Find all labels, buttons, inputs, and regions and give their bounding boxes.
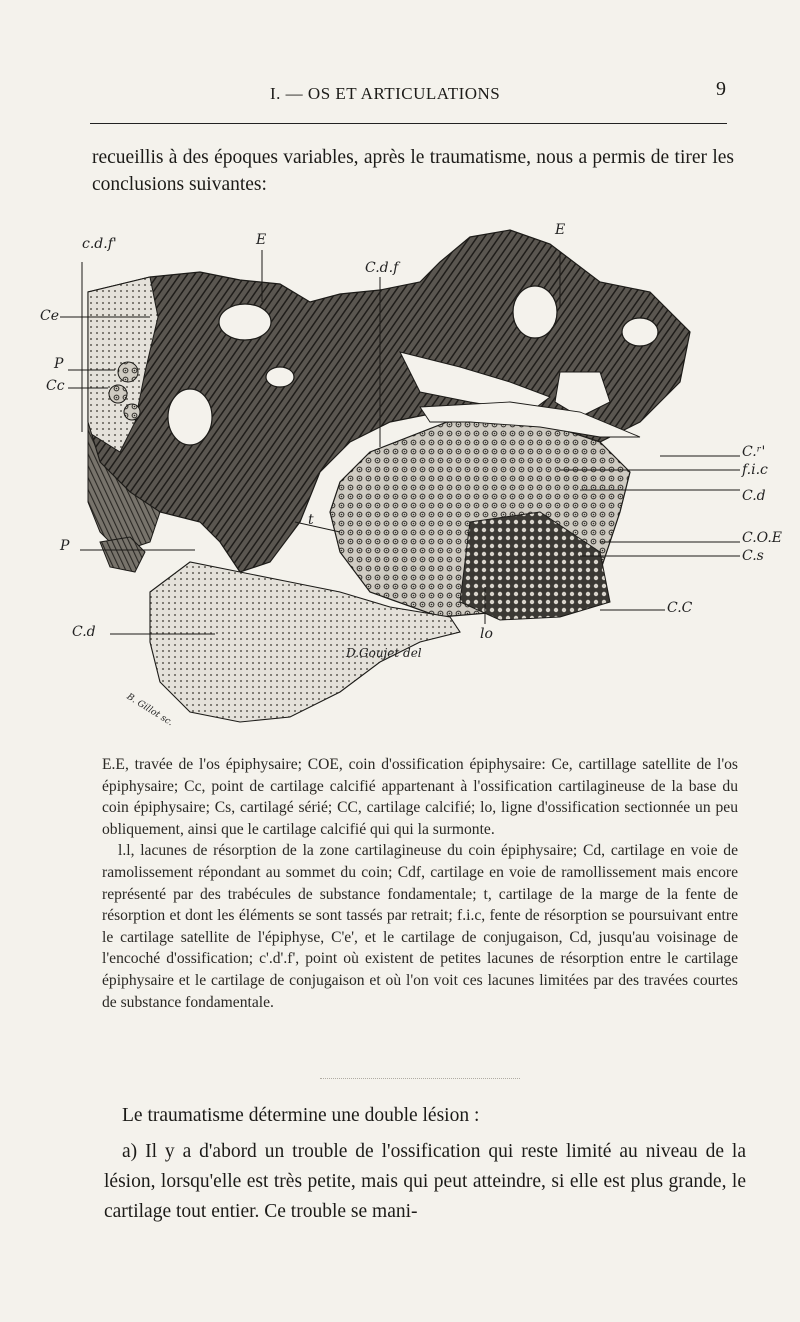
body-paragraph-2: a) Il y a d'abord un trouble de l'ossification qui reste limité au niveau de la lésion, lorsqu'elle est très petite, mais qui peut atteindre, si elle est plus grande, le cartilage tout entier. Ce trouble se mani- [104,1141,746,1222]
label-cdf: C.d.f [365,260,399,276]
calcified-nodule [109,385,127,403]
label-ce: Ce [40,308,59,324]
caption-paragraph-2: l.l, lacunes de résorption de la zone cartilagineuse du coin épiphysaire; Cd, cartilage en voie de ramolissement répondant au sommet du coin; Cdf, cartilage en voie de ramollissement mais encore représenté par des trabécules de substance fondamentale; t, cartilage de la marge de la fente de résorption et dont les éléments se sont tassés par retrait; f.i.c, fente de résorption se poursuivant entre le cartilage satellite de l'épiphyse, C'e', et le cartilage de conjugaison, Cd, jusqu'au voisinage de l'encoché d'ossification; c'.d'.f', point où existent de petites lacunes de résorption entre le cartilage épiphysaire et le cartilage de conjugaison et où l'on voit ces lacunes limitées par des travées courtes de substance fondamentale. [102,842,738,1011]
label-cs: C.s [742,548,764,564]
marrow-space [168,389,212,445]
engraver-signature: B. Gillot sc. [124,692,175,729]
body-paragraph-1: Le traumatisme détermine une double lésion : [122,1105,480,1126]
header-rule [90,123,727,124]
artist-signature: D.Goujet del [346,646,422,660]
label-cprime: C.ʳ' [742,444,766,460]
figure-caption [102,754,738,1013]
intro-paragraph: recueillis à des époques variables, après le traumatisme, nous a permis de tirer les conclusions suivantes: [92,147,734,195]
label-e-right: E [555,222,566,238]
label-coe: C.O.E [742,530,782,546]
label-p-lower: P [60,538,70,554]
marrow-space [513,286,557,338]
marrow-space [266,367,294,387]
separator-dots [320,1078,520,1079]
label-t: t [308,512,314,528]
body-text [104,1101,746,1227]
caption-paragraph-1: E.E, travée de l'os épiphysaire; COE, coin d'ossification épiphysaire: Ce, cartillage satellite de l'os épiphysaire; Cc, point de cartilage calcifié appartenant à l'ossification cartilagineuse de la base du coin épiphysaire; Cs, cartilagé sérié; CC, cartilage calcifié; lo, ligne d'ossification sectionnée un peu obliquement, ainsi que le cartilage calcifié qui qui la surmonte. [102,756,738,838]
running-head [90,78,730,108]
marrow-space [622,318,658,346]
running-title: I. — OS ET ARTICULATIONS [270,84,501,103]
calcified-nodule [118,362,138,382]
label-fic: f.i.c [742,462,768,478]
label-cc: Cc [46,378,65,394]
page-number: 9 [716,78,726,100]
label-p-upper: P [54,356,64,372]
label-e-left: E [256,232,267,248]
label-cdf-prime: c.d.f' [82,236,117,252]
histology-illustration [40,222,760,742]
label-lo: lo [480,626,493,642]
label-cd-right: C.d [742,488,766,504]
label-cd-left: C.d [72,624,96,640]
label-ccc: C.C [667,600,693,616]
marrow-space [219,304,271,340]
calcified-nodule [124,404,140,420]
histology-figure [40,222,782,742]
